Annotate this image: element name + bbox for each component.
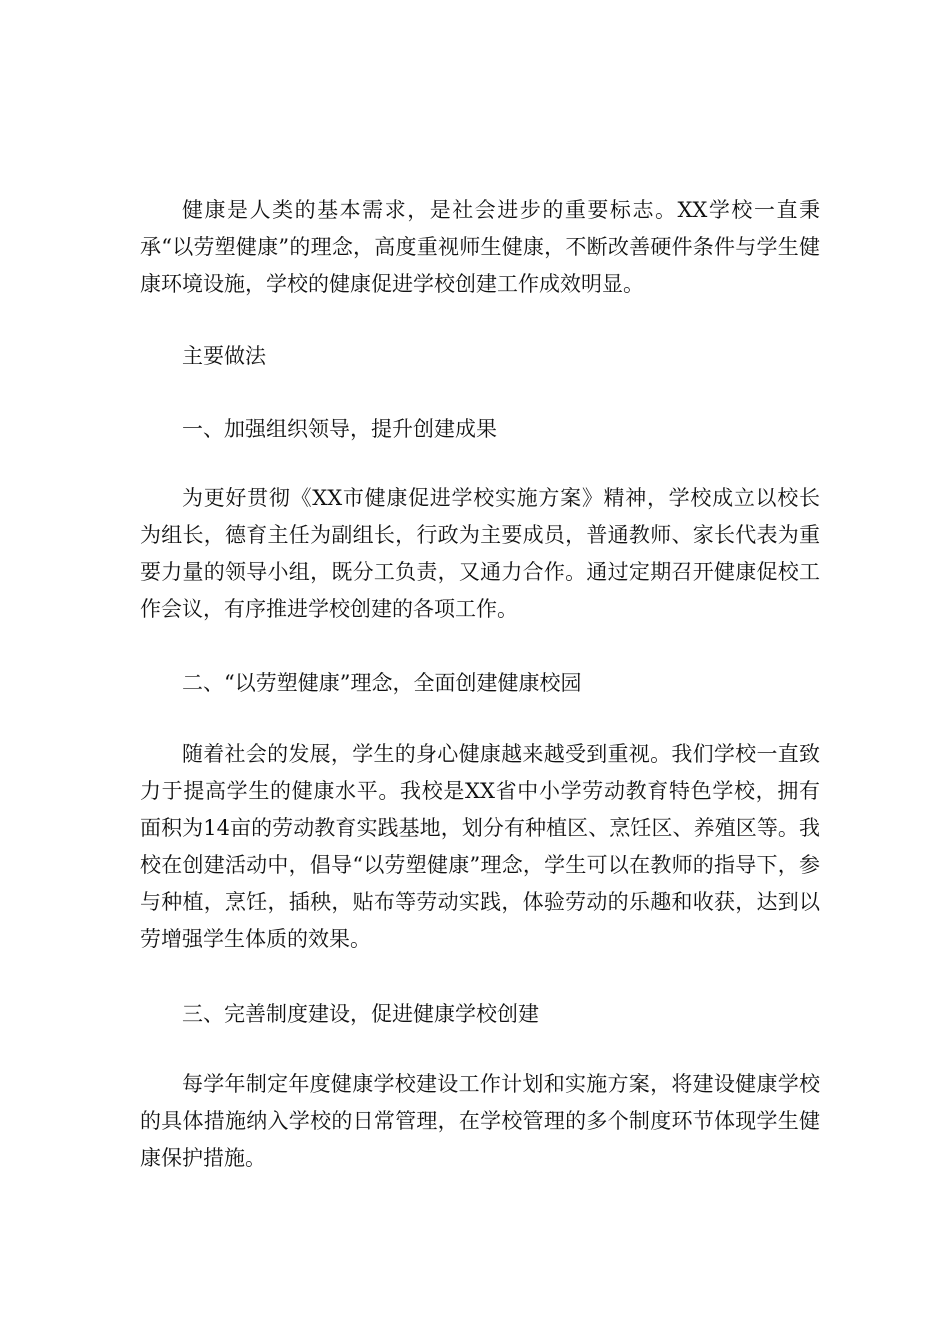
section2-paragraph: 随着社会的发展，学生的身心健康越来越受到重视。我们学校一直致力于提高学生的健康水平。我校是XX省中小学劳动教育特色学校，拥有面积为14亩的劳动教育实践基地，划分有种植区、烹饪区、养殖区等。我校在创建活动中，倡导“以劳塑健康”理念，学生可以在教师的指导下，参与种植，烹饪，插秧，贴布等劳动实践，体验劳动的乐趣和收获，达到以劳增强学生体质的效果。 — [140, 742, 820, 951]
section3-heading: 三、完善制度建设，促进健康学校创建 — [182, 1002, 539, 1026]
main-heading: 主要做法 — [182, 344, 266, 368]
section1-heading: 一、加强组织领导，提升创建成果 — [182, 417, 497, 441]
section3-paragraph: 每学年制定年度健康学校建设工作计划和实施方案，将建设健康学校的具体措施纳入学校的日常管理，在学校管理的多个制度环节体现学生健康保护措施。 — [140, 1072, 820, 1170]
section2-heading: 二、“以劳塑健康”理念，全面创建健康校园 — [182, 671, 582, 695]
section1-paragraph: 为更好贯彻《XX市健康促进学校实施方案》精神，学校成立以校长为组长，德育主任为副组长，行政为主要成员，普通教师、家长代表为重要力量的领导小组，既分工负责，又通力合作。通过定期召开健康促校工作会议，有序推进学校创建的各项工作。 — [140, 486, 820, 621]
intro-paragraph: 健康是人类的基本需求，是社会进步的重要标志。XX学校一直秉承“以劳塑健康”的理念，高度重视师生健康，不断改善硬件条件与学生健康环境设施，学校的健康促进学校创建工作成效明显。 — [140, 198, 820, 296]
